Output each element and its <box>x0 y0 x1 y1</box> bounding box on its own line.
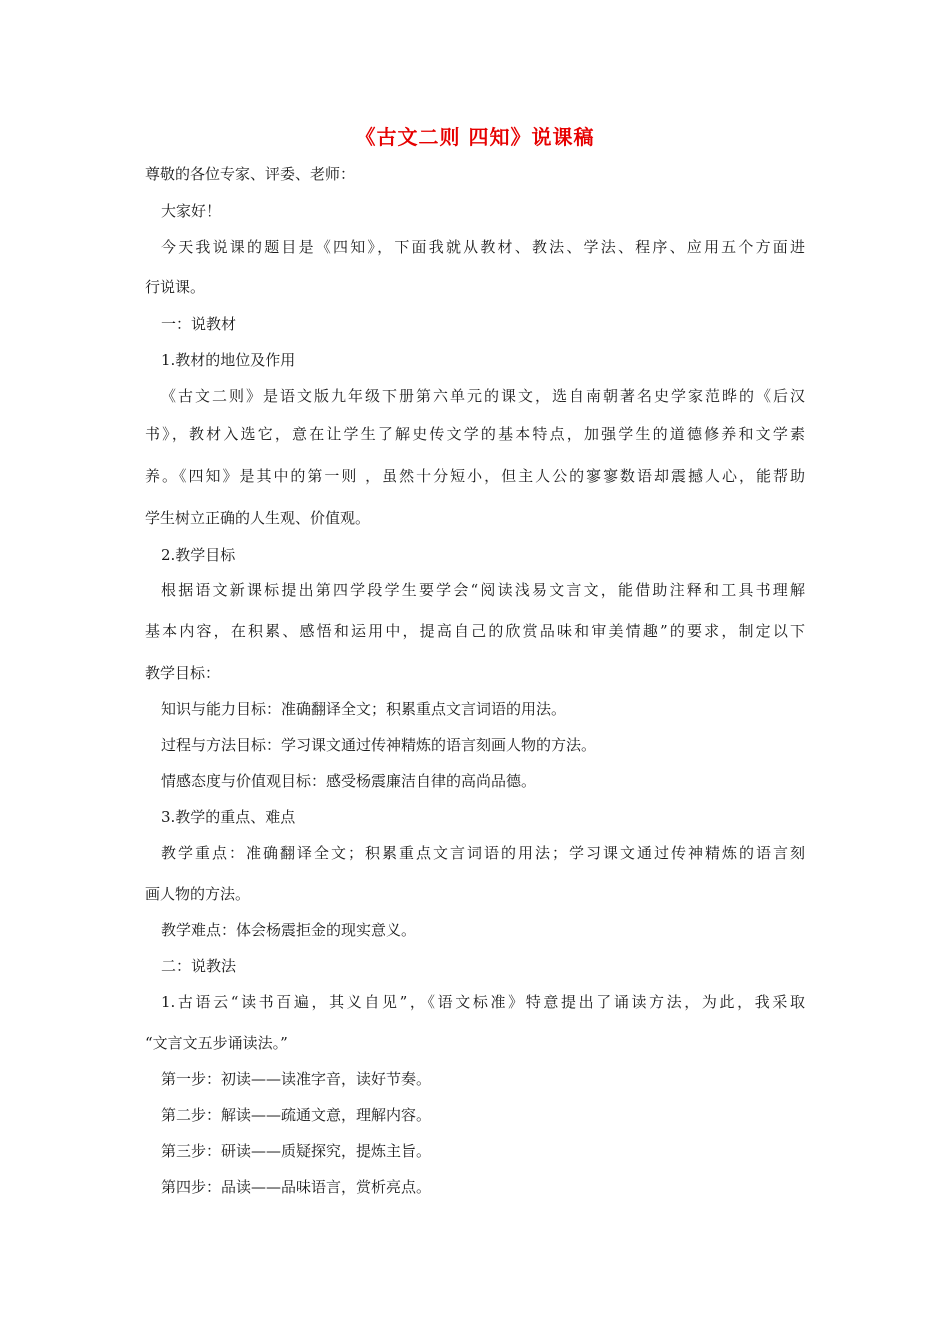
document-title: 《古文二则 四知》说课稿 <box>355 125 595 149</box>
paragraph-line: 《古文二则》是语文版九年级下册第六单元的课文，选自南朝著名史学家范晔的《后汉 <box>161 387 805 405</box>
objective-line: 过程与方法目标：学习课文通过传神精炼的语言刻画人物的方法。 <box>161 736 597 754</box>
paragraph-line: 基本内容，在积累、感悟和运用中，提高自己的欣赏品味和审美情趣”的要求，制定以下 <box>145 622 805 640</box>
subsection-heading: 2.教学目标 <box>161 546 236 564</box>
step-line: 第四步：品读——品味语言，赏析亮点。 <box>161 1178 432 1196</box>
salutation: 尊敬的各位专家、评委、老师： <box>145 165 356 183</box>
section-heading: 一：说教材 <box>161 315 237 333</box>
objective-line: 知识与能力目标：准确翻译全文；积累重点文言词语的用法。 <box>161 700 567 718</box>
paragraph-line: 行说课。 <box>145 278 206 296</box>
paragraph-line: 今天我说课的题目是《四知》，下面我就从教材、教法、学法、程序、应用五个方面进 <box>161 238 805 256</box>
paragraph-line: 根据语文新课标提出第四学段学生要学会“阅读浅易文言文，能借助注释和工具书理解 <box>161 581 805 599</box>
paragraph-line: 1.古语云“读书百遍，其义自见”，《语文标准》特意提出了诵读方法，为此，我采取 <box>161 993 805 1011</box>
step-line: 第三步：研读——质疑探究，提炼主旨。 <box>161 1142 432 1160</box>
subsection-heading: 3.教学的重点、难点 <box>161 808 296 826</box>
subsection-heading: 1.教材的地位及作用 <box>161 351 296 369</box>
objective-line: 情感态度与价值观目标：感受杨震廉洁自律的高尚品德。 <box>161 772 537 790</box>
step-line: 第二步：解读——疏通文意，理解内容。 <box>161 1106 432 1124</box>
section-heading: 二：说教法 <box>161 957 237 975</box>
greeting: 大家好！ <box>161 202 222 220</box>
paragraph-line: 教学难点：体会杨震拒金的现实意义。 <box>161 921 417 939</box>
paragraph-line: 养。《四知》是其中的第一则 ，虽然十分短小，但主人公的寥寥数语却震撼人心，能帮助 <box>145 467 805 485</box>
paragraph-line: 教学重点：准确翻译全文；积累重点文言词语的用法；学习课文通过传神精炼的语言刻 <box>161 844 805 862</box>
step-line: 第一步：初读——读准字音，读好节奏。 <box>161 1070 432 1088</box>
paragraph-line: 画人物的方法。 <box>145 885 251 903</box>
paragraph-line: “文言文五步诵读法。” <box>145 1034 288 1052</box>
paragraph-line: 学生树立正确的人生观、价值观。 <box>145 509 371 527</box>
paragraph-line: 教学目标： <box>145 664 221 682</box>
paragraph-line: 书》，教材入选它，意在让学生了解史传文学的基本特点，加强学生的道德修养和文学素 <box>145 425 805 443</box>
